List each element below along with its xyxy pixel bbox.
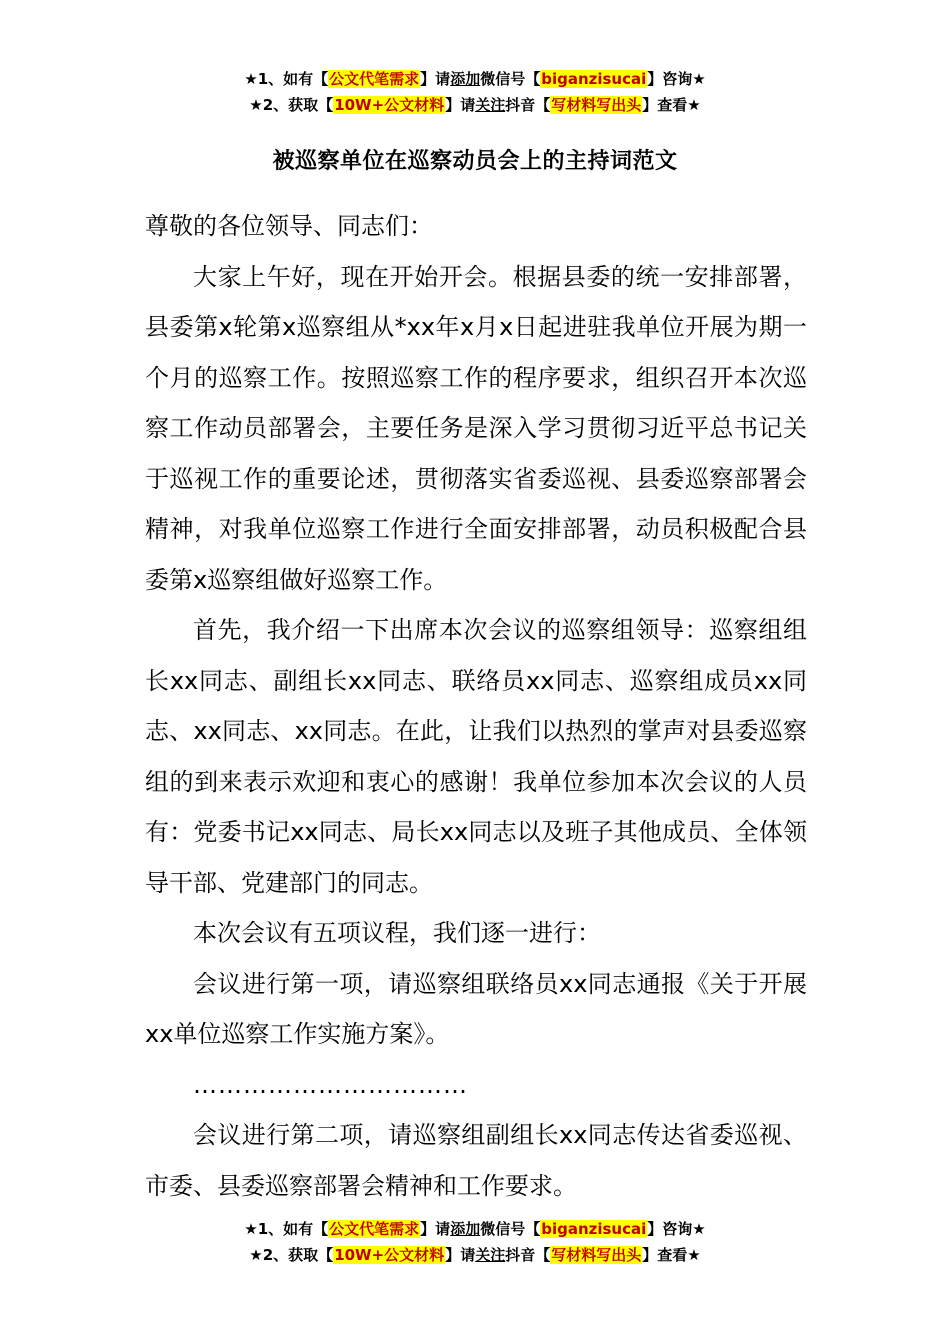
banner-line-1 (0, 66, 950, 92)
banner-text: 微信号【 (480, 1220, 541, 1238)
paragraph: 首先，我介绍一下出席本次会议的巡察组领导：巡察组组长xx同志、副组长xx同志、联络员xx同志、巡察组成员xx同志、xx同志、xx同志。在此，让我们以热烈的掌声对县委巡察组的到来表示欢迎和衷心的感谢！我单位参加本次会议的人员有：党委书记xx同志、局长xx同志以及班子其他成员、全体领导干部、党建部门的同志。 (145, 616, 807, 897)
underlined-text: 关注 (475, 96, 506, 114)
banner-text: 】查看★ (642, 1246, 701, 1264)
document-body (145, 201, 807, 1211)
banner-text: 微信号【 (480, 70, 541, 88)
highlight-materials: 10W+公文材料 (334, 96, 445, 114)
paragraph: 本次会议有五项议程，我们逐一进行： (193, 919, 601, 947)
document-title: 被巡察单位在巡察动员会上的主持词范文 (272, 149, 678, 174)
banner-text: ★1、如有【 (244, 70, 329, 88)
paragraph: 大家上午好，现在开始开会。根据县委的统一安排部署，县委第x轮第x巡察组从*xx年x月x日起进驻我单位开展为期一个月的巡察工作。按照巡察工作的程序要求，组织召开本次巡察工作动员部署会，主要任务是深入学习贯彻习近平总书记关于巡视工作的重要论述，贯彻落实省委巡视、县委巡察部署会精神，对我单位巡察工作进行全面安排部署，动员积极配合县委第x巡察组做好巡察工作。 (145, 262, 807, 594)
highlight-service: 公文代笔需求 (329, 70, 420, 88)
banner-line-2 (0, 92, 950, 118)
banner-text: 】请 (445, 96, 476, 114)
banner-text: 】查看★ (642, 96, 701, 114)
ellipsis-line: …………………………… (193, 1070, 468, 1099)
header-banner (0, 66, 950, 118)
highlight-douyin: 写材料写出头 (551, 96, 642, 114)
banner-line-1 (0, 1216, 950, 1242)
banner-text: 抖音【 (505, 96, 551, 114)
salutation: 尊敬的各位领导、同志们： (145, 212, 433, 240)
underlined-text: 添加 (450, 70, 481, 88)
underlined-text: 添加 (450, 1220, 481, 1238)
banner-line-2 (0, 1242, 950, 1268)
highlight-wechat-id: biganzisucai (541, 70, 647, 88)
highlight-service: 公文代笔需求 (329, 1220, 420, 1238)
banner-text: 】请 (445, 1246, 476, 1264)
paragraph: 会议进行第一项，请巡察组联络员xx同志通报《关于开展xx单位巡察工作实施方案》。 (145, 969, 807, 1048)
banner-text: 】请 (420, 1220, 451, 1238)
highlight-douyin: 写材料写出头 (551, 1246, 642, 1264)
banner-text: 】咨询★ (647, 70, 706, 88)
highlight-wechat-id: biganzisucai (541, 1220, 647, 1238)
banner-text: 抖音【 (505, 1246, 551, 1264)
underlined-text: 关注 (475, 1246, 506, 1264)
banner-text: 】请 (420, 70, 451, 88)
footer-banner (0, 1216, 950, 1268)
paragraph: 会议进行第二项，请巡察组副组长xx同志传达省委巡视、市委、县委巡察部署会精神和工作要求。 (145, 1121, 807, 1200)
banner-text: 】咨询★ (647, 1220, 706, 1238)
banner-text: ★2、获取【 (249, 1246, 334, 1264)
banner-text: ★1、如有【 (244, 1220, 329, 1238)
highlight-materials: 10W+公文材料 (334, 1246, 445, 1264)
banner-text: ★2、获取【 (249, 96, 334, 114)
